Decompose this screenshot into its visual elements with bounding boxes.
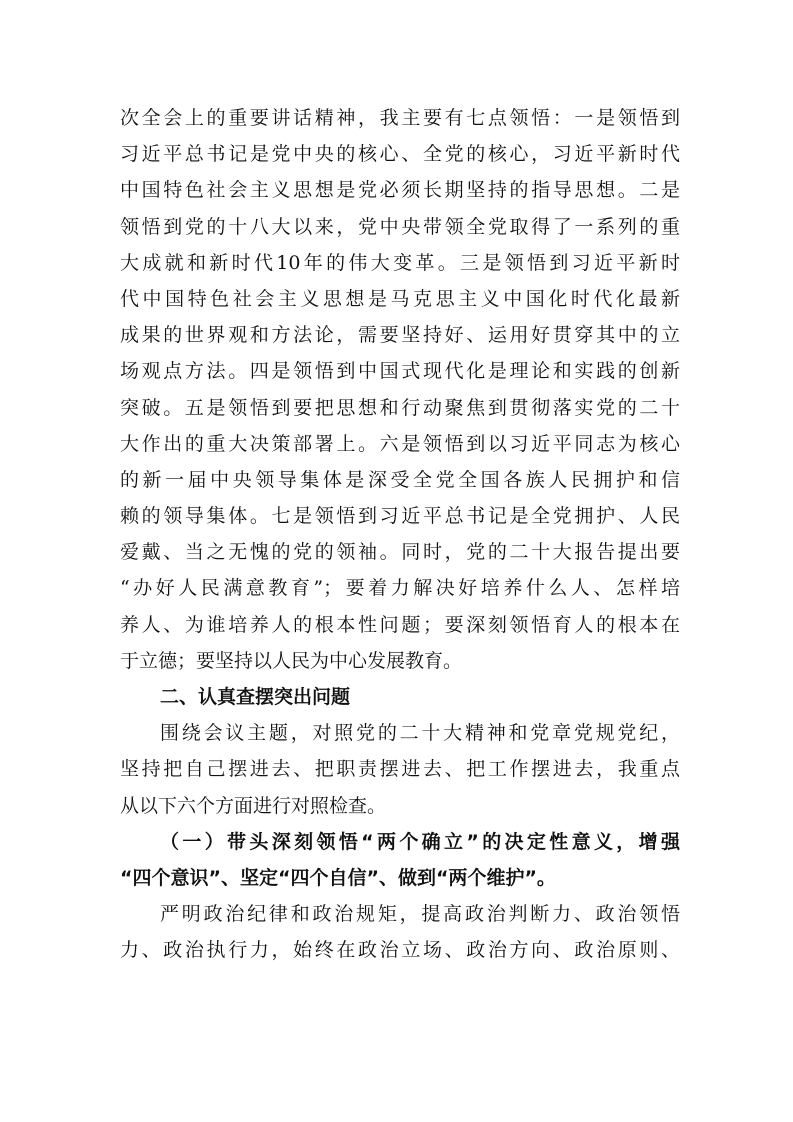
body-line: 赖的领导集体。七是领悟到习近平总书记是全党拥护、人民 <box>120 505 680 528</box>
body-line: “办好人民满意教育”；要着力解决好培养什么人、怎样培 <box>120 577 680 600</box>
body-line: 爱戴、当之无愧的党的领袖。同时，党的二十大报告提出要 <box>120 541 680 564</box>
body-line: 场观点方法。四是领悟到中国式现代化是理论和实践的创新 <box>120 360 680 383</box>
body-line: 大作出的重大决策部署上。六是领悟到以习近平同志为核心 <box>120 432 680 455</box>
body-line: 习近平总书记是党中央的核心、全党的核心，习近平新时代 <box>120 143 680 166</box>
body-line: 次全会上的重要讲话精神，我主要有七点领悟：一是领悟到 <box>120 107 680 129</box>
body-line: 中国特色社会主义思想是党必须长期坚持的指导思想。二是 <box>120 179 680 202</box>
body-line: 严明政治纪律和政治规矩，提高政治判断力、政治领悟 <box>160 903 680 926</box>
body-line: 领悟到党的十八大以来，党中央带领全党取得了一系列的重 <box>120 215 680 238</box>
body-line: 于立德；要坚持以人民为中心发展教育。 <box>120 649 463 672</box>
body-line: 坚持把自己摆进去、把职责摆进去、把工作摆进去，我重点 <box>120 758 680 781</box>
subsection-heading: （一）带头深刻领悟“两个确立”的决定性意义，增强 <box>160 830 680 853</box>
body-line: 围绕会议主题，对照党的二十大精神和党章党规党纪， <box>160 722 680 745</box>
body-line: 从以下六个方面进行对照检查。 <box>120 794 387 817</box>
body-line: 成果的世界观和方法论，需要坚持好、运用好贯穿其中的立 <box>120 324 680 347</box>
document-body <box>120 100 680 969</box>
body-line: 养人、为谁培养人的根本性问题；要深刻领悟育人的根本在 <box>120 613 680 636</box>
section-heading: 二、认真查摆突出问题 <box>160 686 351 708</box>
subsection-heading: “四个意识”、坚定“四个自信”、做到“两个维护”。 <box>120 866 556 889</box>
body-line: 代中国特色社会主义思想是马克思主义中国化时代化最新 <box>120 287 680 310</box>
body-line: 突破。五是领悟到要把思想和行动聚焦到贯彻落实党的二十 <box>120 396 680 419</box>
body-line: 大成就和新时代10年的伟大变革。三是领悟到习近平新时 <box>120 251 680 274</box>
body-line: 的新一届中央领导集体是深受全党全国各族人民拥护和信 <box>120 468 680 491</box>
body-line: 力、政治执行力，始终在政治立场、政治方向、政治原则、 <box>120 939 680 962</box>
